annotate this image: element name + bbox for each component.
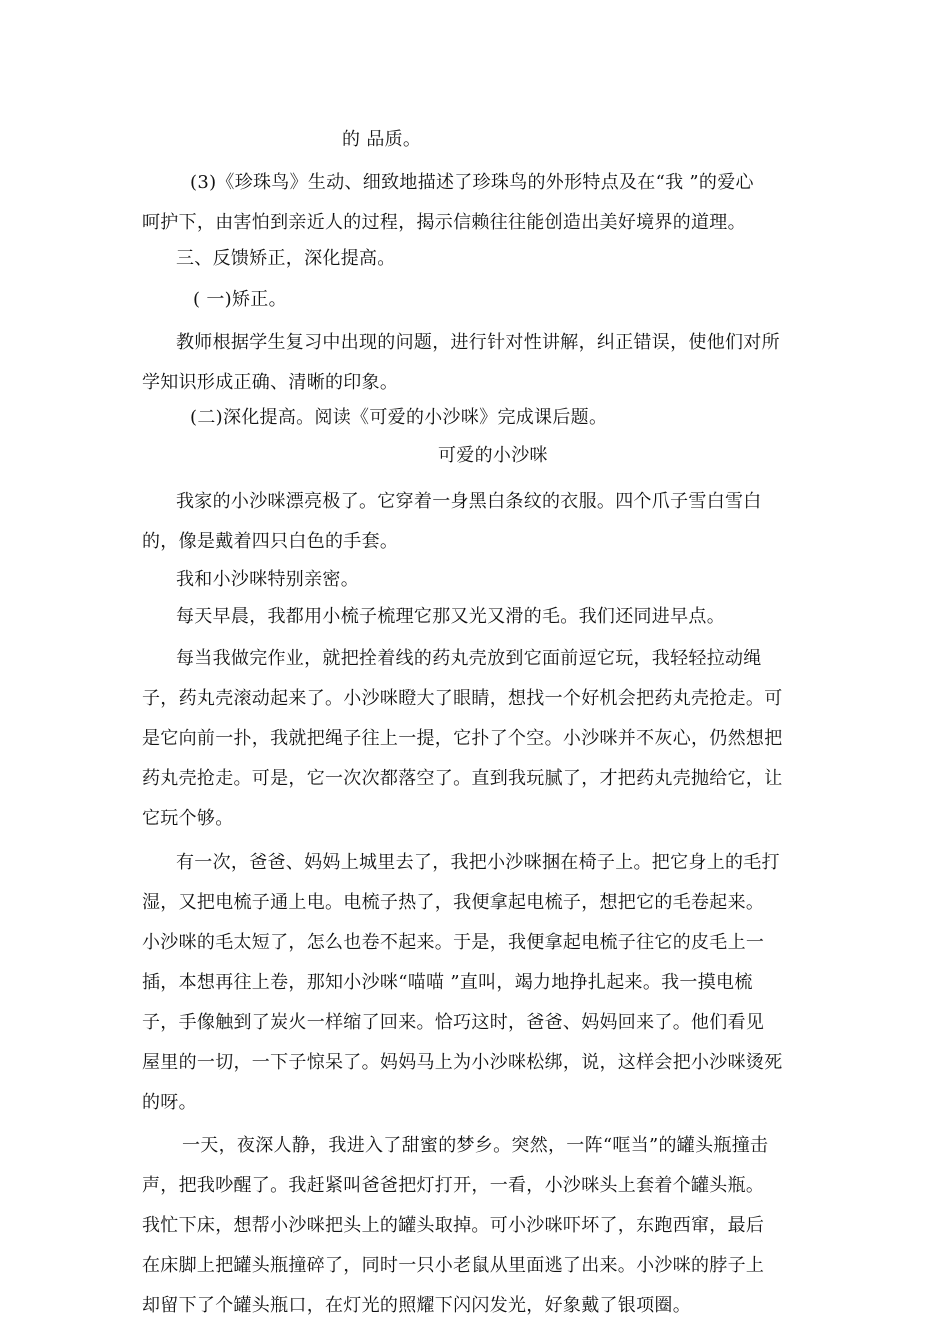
story-para-6-line-1: 一天，夜深人静，我进入了甜蜜的梦乡。突然，一阵“哐当”的罐头瓶撞击 (182, 1135, 769, 1156)
text-line-teacher-1: 教师根据学生复习中出现的问题，进行针对性讲解，纠正错误，使他们对所 (176, 332, 780, 353)
story-para-5-line-6: 屋里的一切，一下子惊呆了。妈妈马上为小沙咪松绑，说，这样会把小沙咪烫死 (142, 1052, 783, 1073)
story-para-6-line-4: 在床脚上把罐头瓶撞碎了，同时一只小老鼠从里面逃了出来。小沙咪的脖子上 (142, 1255, 765, 1276)
text-line-pearl-bird-2: 呵护下，由害怕到亲近人的过程，揭示信赖往往能创造出美好境界的道理。 (142, 212, 746, 233)
text-line-pearl-bird-1: (3)《珍珠鸟》生动、细致地描述了珍珠鸟的外形特点及在“我 ”的爱心 (190, 172, 754, 193)
story-para-5-line-7: 的呀。 (142, 1092, 197, 1113)
story-para-6-line-2: 声，把我吵醒了。我赶紧叫爸爸把灯打开，一看，小沙咪头上套着个罐头瓶。 (142, 1175, 765, 1196)
story-para-6-line-3: 我忙下床，想帮小沙咪把头上的罐头取掉。可小沙咪吓坏了，东跑西窜，最后 (142, 1215, 765, 1236)
story-para-5-line-1: 有一次，爸爸、妈妈上城里去了，我把小沙咪捆在椅子上。把它身上的毛打 (176, 852, 780, 873)
story-para-4-line-3: 是它向前一扑，我就把绳子往上一提，它扑了个空。小沙咪并不灰心，仍然想把 (142, 728, 783, 749)
story-para-5-line-4: 插，本想再往上卷，那知小沙咪“喵喵 ”直叫，竭力地挣扎起来。我一摸电梳 (142, 972, 753, 993)
text-line-quality: 的 品质。 (342, 129, 422, 150)
story-para-3: 每天早晨，我都用小梳子梳理它那又光又滑的毛。我们还同进早点。 (176, 606, 725, 627)
story-para-4-line-2: 子，药丸壳滚动起来了。小沙咪瞪大了眼睛，想找一个好机会把药丸壳抢走。可 (142, 688, 783, 709)
story-para-1-line-2: 的，像是戴着四只白色的手套。 (142, 531, 399, 552)
story-para-4-line-5: 它玩个够。 (142, 808, 234, 829)
story-para-4-line-1: 每当我做完作业，就把拴着线的药丸壳放到它面前逗它玩，我轻轻拉动绳 (176, 648, 762, 669)
story-para-4-line-4: 药丸壳抢走。可是，它一次次都落空了。直到我玩腻了，才把药丸壳抛给它，让 (142, 768, 783, 789)
story-para-1-line-1: 我家的小沙咪漂亮极了。它穿着一身黑白条纹的衣服。四个爪子雪白雪白 (176, 491, 762, 512)
story-para-2: 我和小沙咪特别亲密。 (176, 569, 359, 590)
story-para-6-line-5: 却留下了个罐头瓶口，在灯光的照耀下闪闪发光，好象戴了银项圈。 (142, 1295, 691, 1316)
section-heading-feedback: 三、反馈矫正，深化提高。 (176, 248, 396, 269)
story-para-5-line-5: 子，手像触到了炭火一样缩了回来。恰巧这时，爸爸、妈妈回来了。他们看见 (142, 1012, 765, 1033)
story-para-5-line-3: 小沙咪的毛太短了，怎么也卷不起来。于是，我便拿起电梳子往它的皮毛上一 (142, 932, 765, 953)
story-title: 可爱的小沙咪 (438, 445, 548, 466)
story-para-5-line-2: 湿，又把电梳子通上电。电梳子热了，我便拿起电梳子，想把它的毛卷起来。 (142, 892, 765, 913)
subheading-correction: ( 一)矫正。 (193, 289, 287, 310)
subheading-deepen: (二)深化提高。阅读《可爱的小沙咪》完成课后题。 (190, 407, 608, 428)
text-line-teacher-2: 学知识形成正确、清晰的印象。 (142, 372, 399, 393)
